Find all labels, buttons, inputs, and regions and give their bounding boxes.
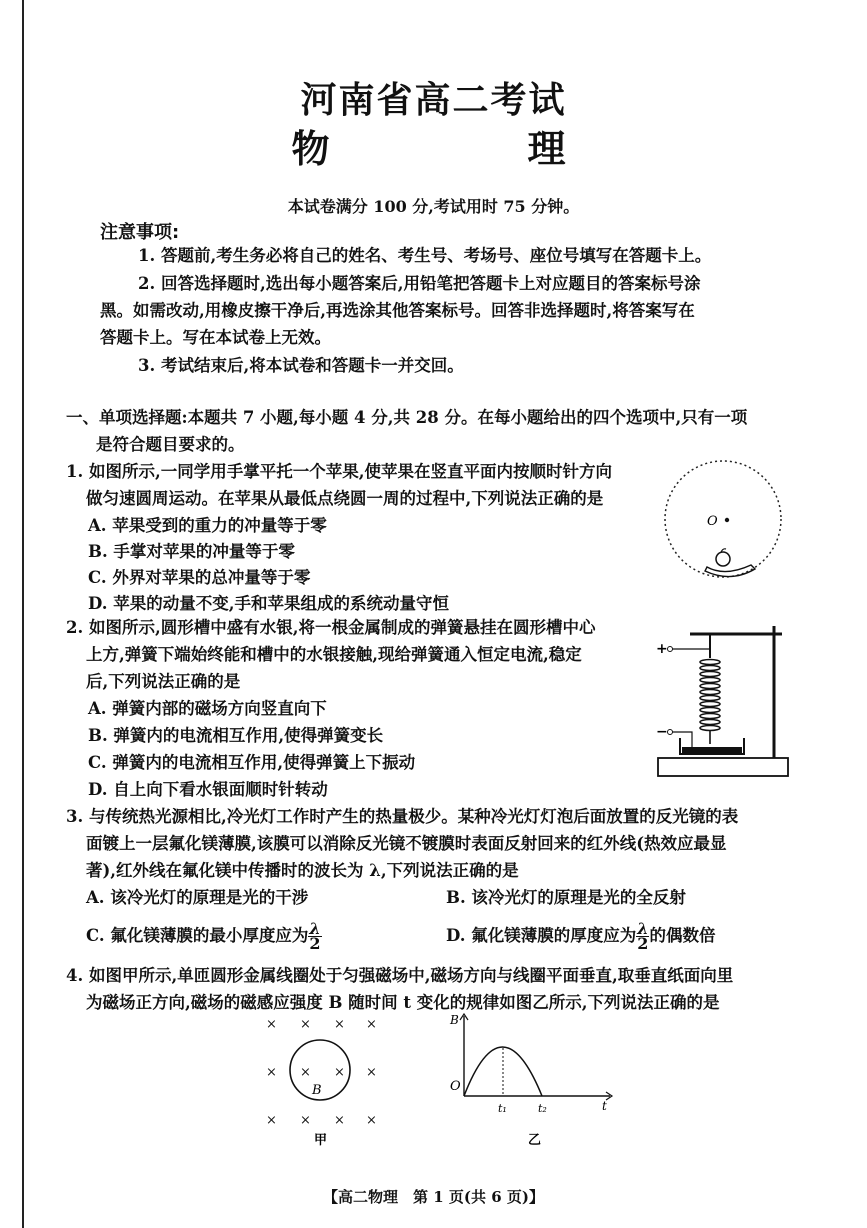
notice-item-3: 3. 考试结束后,将本试卷和答题卡一并交回。 — [138, 356, 464, 375]
svg-text:×: × — [300, 1017, 311, 1032]
t2-label: t₂ — [538, 1102, 547, 1115]
q3-option-d-suffix: 的偶数倍 — [649, 926, 716, 945]
exam-title: 河南省高二考试 — [300, 80, 567, 121]
q4-figure-jia — [256, 1010, 396, 1150]
q3-option-c — [86, 919, 322, 953]
figure-jia-caption: 甲 — [314, 1133, 328, 1148]
svg-text:×: × — [366, 1065, 377, 1080]
q4-stem-line1: 4. 如图甲所示,单匝圆形金属线圈处于匀强磁场中,磁场方向与线圈平面垂直,取垂直纸面向里 — [66, 966, 734, 985]
q2-option-d: D. 自上向下看水银面顺时针转动 — [88, 780, 328, 799]
notice-title: 注意事项: — [100, 222, 180, 243]
q3-stem-line2: 面镀上一层氟化镁薄膜,该膜可以消除反光镜不镀膜时表面反射回来的红外线(热效应最显 — [86, 834, 727, 853]
svg-text:×: × — [366, 1017, 377, 1032]
q1-dashed-circle — [665, 461, 781, 577]
section-heading: 一、单项选择题:本题共 7 小题,每小题 4 分,共 28 分。在每小题给出的四个选项中,只有一项 — [66, 408, 748, 427]
notice-item-1: 1. 答题前,考生务必将自己的姓名、考生号、考场号、座位号填写在答题卡上。 — [138, 246, 712, 265]
q2-option-b: B. 弹簧内的电流相互作用,使得弹簧变长 — [88, 726, 384, 745]
hand-with-apple-icon — [705, 549, 755, 577]
svg-text:×: × — [366, 1113, 377, 1128]
q3-option-d-text: D. 氟化镁薄膜的厚度应为 — [446, 926, 637, 945]
q2-spring-apparatus-figure — [652, 620, 802, 780]
svg-text:×: × — [334, 1065, 345, 1080]
notice-item-2: 2. 回答选择题时,选出每小题答案后,用铅笔把答题卡上对应题目的答案标号涂 — [138, 274, 701, 293]
q3-option-c-text: C. 氟化镁薄膜的最小厚度应为 — [86, 926, 309, 945]
q3-option-d — [446, 919, 716, 953]
q1-center-dot — [725, 518, 729, 522]
q1-stem-line2: 做匀速圆周运动。在苹果从最低点绕圆一周的过程中,下列说法正确的是 — [86, 489, 604, 508]
page-edge-line — [22, 0, 24, 1228]
q1-circle-figure — [655, 455, 795, 595]
origin-label: O — [450, 1079, 461, 1094]
q3-option-d-fraction: $\frac{\lambda}{2}$ — [637, 919, 649, 953]
q1-option-c: C. 外界对苹果的总冲量等于零 — [88, 568, 311, 587]
section-heading-cont: 是符合题目要求的。 — [96, 435, 245, 454]
q1-center-label: O — [707, 514, 718, 529]
q2-stem-line3: 后,下列说法正确的是 — [86, 672, 241, 691]
notice-item-2-cont2: 答题卡上。写在本试卷上无效。 — [100, 328, 331, 347]
q1-option-d: D. 苹果的动量不变,手和苹果组成的系统动量守恒 — [88, 594, 449, 613]
q2-option-c: C. 弹簧内的电流相互作用,使得弹簧上下振动 — [88, 753, 416, 772]
q3-stem-line3: 著),红外线在氟化镁中传播时的波长为 λ,下列说法正确的是 — [86, 861, 519, 880]
spring-icon — [700, 660, 720, 731]
plus-terminal-label: + — [656, 641, 668, 657]
q4-figure-yi-graph — [440, 1010, 620, 1150]
minus-terminal-label: − — [656, 724, 668, 740]
svg-text:×: × — [266, 1113, 277, 1128]
svg-text:×: × — [334, 1017, 345, 1032]
b-axis-label: B — [450, 1013, 459, 1027]
page-footer: 【高二物理 第 1 页(共 6 页)】 — [323, 1188, 544, 1206]
q3-option-c-fraction: $\frac{\lambda}{2}$ — [309, 919, 321, 953]
notice-item-2-cont: 黑。如需改动,用橡皮擦干净后,再选涂其他答案标号。回答非选择题时,将答案写在 — [100, 301, 695, 320]
q3-option-b: B. 该冷光灯的原理是光的全反射 — [446, 888, 686, 907]
q4-stem-line2: 为磁场正方向,磁场的磁感应强度 B 随时间 t 变化的规律如图乙所示,下列说法正确的是 — [86, 993, 720, 1012]
svg-text:×: × — [334, 1113, 345, 1128]
q1-option-a: A. 苹果受到的重力的冲量等于零 — [88, 516, 327, 535]
svg-text:×: × — [266, 1065, 277, 1080]
q3-option-a: A. 该冷光灯的原理是光的干涉 — [86, 888, 309, 907]
figure-yi-caption: 乙 — [528, 1133, 542, 1148]
magnetic-field-cross-marks — [266, 1017, 377, 1128]
t-axis-label: t — [602, 1099, 607, 1113]
svg-text:×: × — [300, 1065, 311, 1080]
q2-stem-line1: 2. 如图所示,圆形槽中盛有水银,将一根金属制成的弹簧悬挂在圆形槽中心 — [66, 618, 596, 637]
base-plate — [658, 758, 788, 776]
svg-text:×: × — [300, 1113, 311, 1128]
exam-info: 本试卷满分 100 分,考试用时 75 分钟。 — [287, 197, 580, 216]
t1-label: t₁ — [498, 1102, 507, 1115]
subject-title: 物 理 — [291, 127, 646, 171]
q1-stem-line1: 1. 如图所示,一同学用手掌平托一个苹果,使苹果在竖直平面内按顺时针方向 — [66, 462, 612, 481]
svg-text:×: × — [266, 1017, 277, 1032]
q3-stem-line1: 3. 与传统热光源相比,冷光灯工作时产生的热量极少。某种冷光灯灯泡后面放置的反光镜的表 — [66, 807, 739, 826]
mercury — [682, 747, 742, 754]
q2-option-a: A. 弹簧内部的磁场方向竖直向下 — [88, 699, 327, 718]
field-label: B — [312, 1083, 322, 1098]
q1-option-b: B. 手掌对苹果的冲量等于零 — [88, 542, 295, 561]
q2-stem-line2: 上方,弹簧下端始终能和槽中的水银接触,现给弹簧通入恒定电流,稳定 — [86, 645, 582, 664]
